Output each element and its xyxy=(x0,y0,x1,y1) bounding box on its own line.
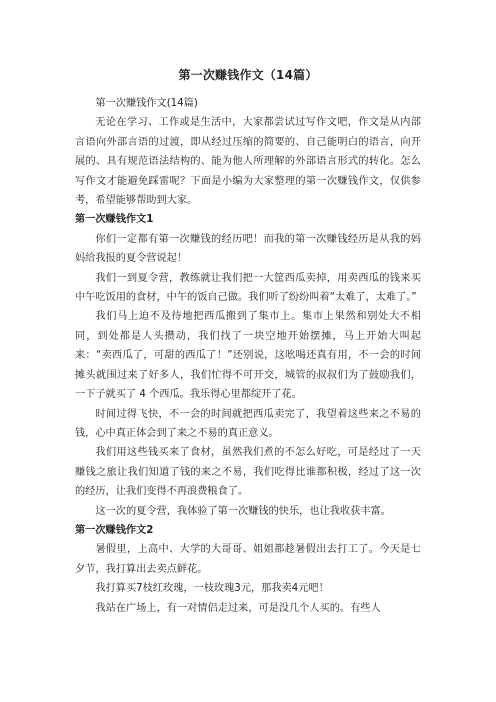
document-body xyxy=(75,94,421,618)
paragraph: 我站在广场上，有一对情侣走过来，可是没几个人买的。有些人 xyxy=(95,602,381,614)
paragraph: 你们一定都有第一次赚钱的经历吧！而我的第一次赚钱经历是从我的妈妈给我报的夏令营说起！ xyxy=(75,233,421,265)
section-heading: 第一次赚钱作文2 xyxy=(75,524,154,536)
paragraph: 暑假里，上高中、大学的大哥哥、姐姐都趁暑假出去打工了。今天是七夕节，我打算出去卖点鲜花。 xyxy=(75,544,421,575)
paragraph: 我们用这些钱买来了食材，虽然我们煮的不怎么好吃，可是经过了一天赚钱之旅让我们知道了钱的来之不易，我们吃得比谁都积极，经过了这一次的经历，让我们变得不再浪费粮食了。 xyxy=(75,447,421,498)
paragraph: 我打算买7枝红玫瑰，一枝玫瑰3元，那我卖4元吧！ xyxy=(95,583,329,595)
paragraph: 我们一到夏令营，教练就让我们把一大筐西瓜卖掉，用卖西瓜的钱来买中午吃饭用的食材，中午的饭自己做。我们听了纷纷叫着“太难了，太难了。” xyxy=(75,272,421,304)
document-title: 第一次赚钱作文（14篇） xyxy=(178,68,318,82)
paragraph: 无论在学习、工作或是生活中，大家都尝试过写作文吧，作文是从内部言语向外部言语的过渡，即从经过压缩的简要的、自己能明白的语言，向开展的、具有规范语法结构的、能为他人所理解的外部语言形式的转化。怎么写作文才能避免踩雷呢？下面是小编为大家整理的第一次赚钱作文，仅供参考，希望能够帮助到大家。 xyxy=(75,117,421,207)
paragraph: 时间过得飞快，不一会的时间就把西瓜卖完了，我望着这些来之不易的钱，心中真正体会到了来之不易的真正意义。 xyxy=(75,408,421,439)
section-heading: 第一次赚钱作文1 xyxy=(75,214,154,226)
paragraph: 我们马上迫不及待地把西瓜搬到了集市上。集市上果然和别处大不相同，到处都是人头攒动，我们找了一块空地开始摆摊，马上开始大叫起来：“卖西瓜了，可甜的西瓜了！”还别说，这吆喝还真有用，不一会的时间摊头就围过来了好多人，我们忙得不可开交，城管的叔叔们为了鼓励我们，一下子就买了 4 个西瓜。我乐得心里都绽开了花。 xyxy=(75,311,421,401)
paragraph: 这一次的夏令营，我体验了第一次赚钱的快乐，也让我收获丰富。 xyxy=(95,505,391,517)
paragraph: 第一次赚钱作文(14篇) xyxy=(95,98,198,109)
